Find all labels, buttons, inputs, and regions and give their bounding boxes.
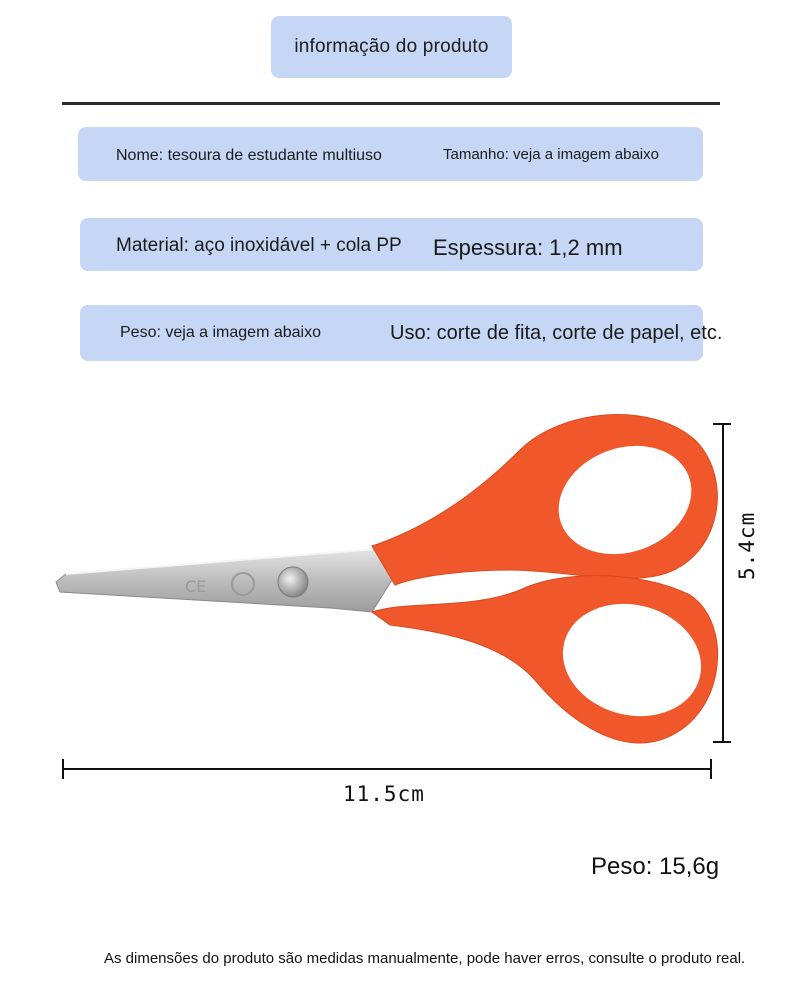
divider bbox=[62, 102, 720, 105]
lower-blade bbox=[56, 548, 392, 612]
pivot-screw bbox=[278, 567, 308, 597]
disclaimer-note: As dimensões do produto são medidas manualmente, pode haver erros, consulte o produto real. bbox=[104, 950, 746, 967]
weight-label: Peso: 15,6g bbox=[591, 853, 720, 880]
width-label: 11.5cm bbox=[343, 782, 425, 806]
ce-mark: CE bbox=[185, 577, 207, 596]
spec-weight-ref: Peso: veja a imagem abaixo bbox=[120, 324, 321, 341]
scissors-image bbox=[0, 380, 790, 820]
spec-size: Tamanho: veja a imagem abaixo bbox=[443, 146, 659, 163]
spec-name: Nome: tesoura de estudante multiuso bbox=[116, 147, 382, 164]
page-title: informação do produto bbox=[294, 36, 489, 57]
spec-thickness: Espessura: 1,2 mm bbox=[433, 235, 623, 260]
title-banner bbox=[271, 16, 512, 78]
spec-usage: Uso: corte de fita, corte de papel, etc. bbox=[390, 322, 723, 344]
spec-material: Material: aço inoxidável + cola PP bbox=[116, 235, 402, 256]
height-label: 5.4cm bbox=[735, 511, 759, 580]
